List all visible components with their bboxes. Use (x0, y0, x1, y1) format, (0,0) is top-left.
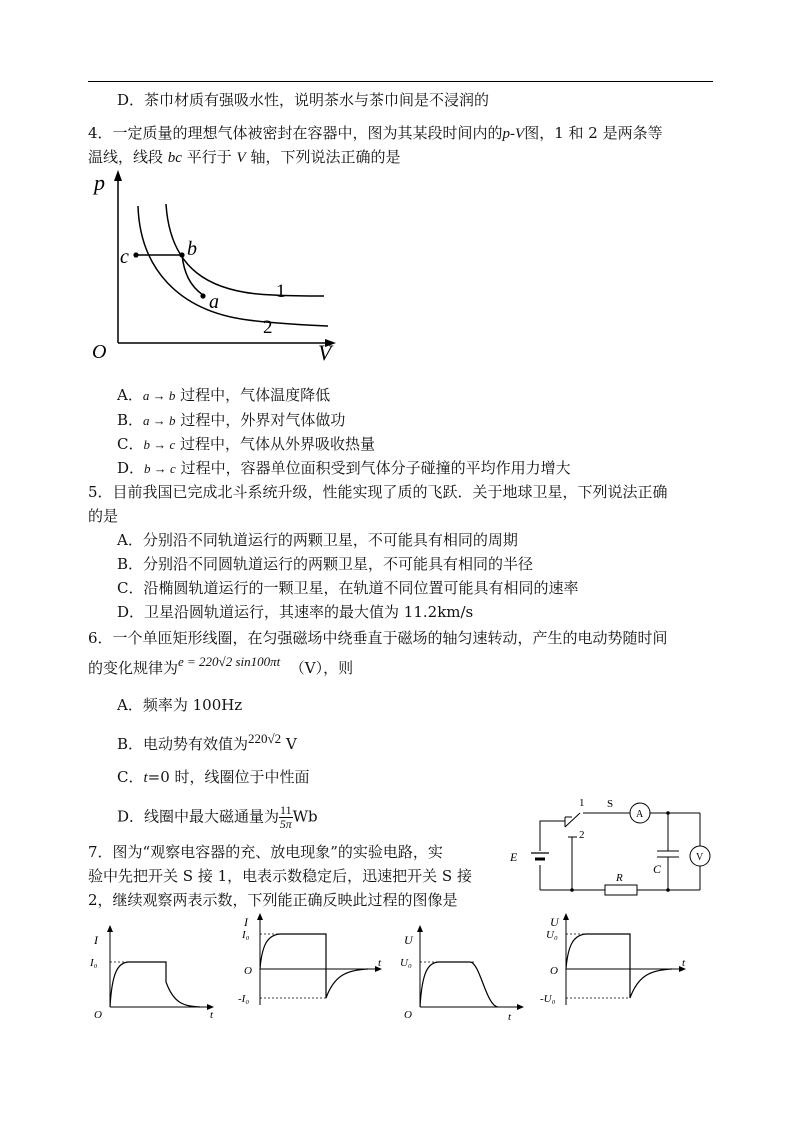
q7-graph-a (88, 922, 228, 1022)
v-label: V (318, 340, 332, 364)
p-axis-arrow (114, 170, 122, 181)
origin-label: O (404, 1009, 412, 1021)
q5-option-d: D．卫星沿圆轨道运行，其速率的最大值为 11.2km/s (117, 603, 474, 621)
q6-stem-line1: 6．一个单匝矩形线圈，在匀强磁场中绕垂直于磁场的轴匀速转动，产生的电动势随时间 (88, 629, 668, 647)
capacitor-label: C (653, 862, 662, 876)
junction-1 (570, 888, 574, 892)
q6-option-c: C．t=0 时，线圈位于中性面 (117, 768, 310, 786)
switch-pos1-label: 1 (579, 797, 585, 809)
q5-stem-line1: 5．目前我国已完成北斗系统升级，性能实现了质的飞跃．关于地球卫星，下列说法正确 (88, 483, 668, 501)
switch-label: S (607, 798, 614, 810)
ammeter-label: A (636, 809, 644, 820)
response-curve (110, 962, 200, 1007)
q4-option-d: D．b → c 过程中，容器单位面积受到气体分子碰撞的平均作用力增大 (117, 459, 571, 477)
resistor-label: R (616, 872, 623, 884)
t-axis-arrow (517, 1004, 524, 1010)
q6-stem-line2: 的变化规律为e = 220√2 sin100πt （V），则 (88, 654, 354, 677)
q4-stem-line2: 温线，线段 bc 平行于 V 轴，下列说法正确的是 (88, 148, 401, 166)
q7-stem-line2: 验中先把开关 S 接 1，电表示数稳定后，迅速把开关 S 接 (88, 867, 472, 885)
origin-label: O (550, 965, 558, 977)
y-axis-arrow (563, 913, 569, 920)
q5-option-c: C．沿椭圆轨道运行的一颗卫星，在轨道不同位置可能具有相同的速率 (117, 579, 579, 597)
q5-option-a: A．分别沿不同轨道运行的两颗卫星，不可能具有相同的周期 (117, 531, 518, 549)
q4-option-c: C．b → c 过程中，气体从外界吸收热量 (117, 435, 376, 453)
neg-level-label: -U₀ (540, 993, 556, 1005)
point-b (179, 252, 184, 257)
q7-graph-c (398, 922, 538, 1022)
junction-3 (666, 888, 670, 892)
label-c: c (120, 246, 129, 268)
point-a (200, 293, 205, 298)
q5-option-b: B．分别沿不同圆轨道运行的两颗卫星，不可能具有相同的半径 (117, 555, 534, 573)
junction-2 (666, 811, 670, 815)
neg-level-label: -I₀ (238, 993, 250, 1005)
q3-option-d: D．茶巾材质有强吸水性，说明茶水与茶巾间是不浸润的 (117, 91, 490, 109)
point-c (133, 252, 138, 257)
q5-stem-line2: 的是 (88, 507, 119, 525)
q6-formula: e = 220√2 sin100πt (178, 654, 281, 669)
q7-graph-d (540, 910, 700, 1010)
response-curve (420, 962, 498, 1007)
label-b: b (187, 238, 197, 260)
q6-option-a: A．频率为 100Hz (117, 696, 243, 714)
switch-blade (565, 813, 580, 827)
t-label: t (378, 957, 382, 969)
t-label: t (210, 1009, 214, 1021)
level-label: I₀ (90, 957, 98, 969)
y-label: I (244, 915, 248, 929)
t-label: t (682, 957, 686, 969)
header-rule (88, 81, 713, 82)
switch-pos2-label: 2 (579, 829, 585, 841)
y-label: U (550, 915, 559, 929)
level-label: U₀ (546, 929, 558, 941)
p-label: p (94, 170, 105, 195)
label-a: a (209, 291, 219, 313)
q4-option-a: A．a → b 过程中，气体温度降低 (117, 386, 331, 404)
wire-left-top (540, 817, 565, 851)
q6-option-b: B．电动势有效值为220√2 V (117, 731, 297, 753)
q4-option-b: B．a → b 过程中，外界对气体做功 (117, 411, 346, 429)
q6-flux-fraction: $\frac{11}{5\pi}$ (279, 803, 292, 831)
isotherm-2 (138, 206, 328, 326)
y-axis-arrow (417, 925, 423, 932)
resistor (605, 885, 637, 895)
emf-label: E (510, 850, 518, 864)
origin-label: O (94, 1009, 102, 1021)
voltmeter-label: V (696, 852, 704, 863)
curve-2-label: 2 (263, 317, 273, 338)
q7-stem-line3: 2，继续观察两表示数，下列能正确反映此过程的图像是 (88, 891, 458, 909)
q6-option-d: D．线圈中最大磁通量为 $\frac{11}{5\pi}$ Wb (117, 803, 318, 831)
q4-pv-graph (88, 168, 348, 364)
t-label: t (508, 1011, 512, 1022)
q7-graph-b (238, 910, 388, 1010)
y-label: U (404, 933, 413, 947)
response-curve (566, 934, 672, 998)
q7-stem-line1: 7．图为“观察电容器的充、放电现象”的实验电路，实 (88, 843, 443, 861)
level-label: I₀ (242, 929, 250, 941)
origin-label: O (244, 965, 252, 977)
level-label: U₀ (400, 957, 412, 969)
q4-stem-line1: 4．一定质量的理想气体被密封在容器中，图为其某段时间内的p-V图，1 和 2 是两条等 (88, 124, 663, 142)
q7-circuit (505, 793, 715, 903)
curve-1-label: 1 (276, 281, 286, 302)
y-label: I (94, 933, 98, 947)
y-axis-arrow (257, 913, 263, 920)
y-axis-arrow (107, 925, 113, 932)
origin-label: O (92, 341, 107, 363)
response-curve (260, 934, 368, 998)
